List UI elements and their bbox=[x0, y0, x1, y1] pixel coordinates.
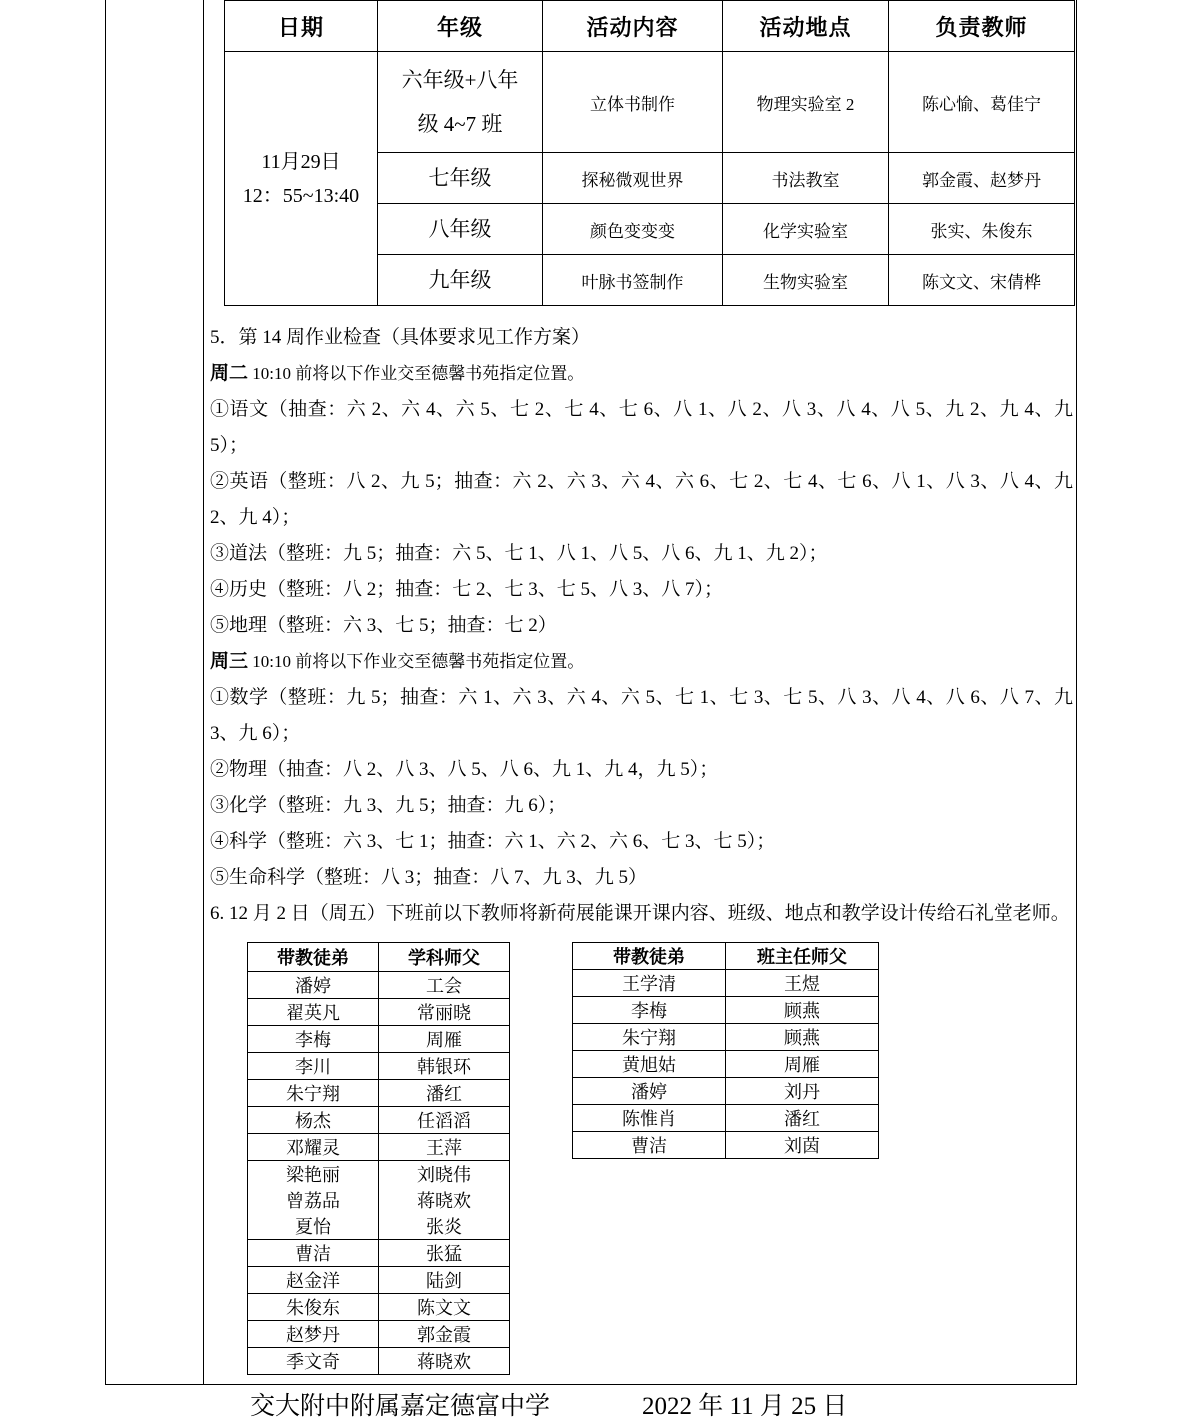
table-row bbox=[573, 1051, 879, 1078]
activity-schedule-table bbox=[224, 0, 1075, 306]
cell-teacher: 陈心愉、葛佳宁 bbox=[889, 52, 1075, 153]
document-footer bbox=[204, 1386, 1077, 1422]
cell-mentor: 顾燕 bbox=[726, 1024, 879, 1051]
cell-mentor: 潘红 bbox=[379, 1080, 510, 1107]
table-row bbox=[248, 1321, 510, 1348]
cell-mentor: 周雁 bbox=[379, 1026, 510, 1053]
cell-apprentice: 王学清 bbox=[573, 970, 726, 997]
cell-mentor: 周雁 bbox=[726, 1051, 879, 1078]
table-row bbox=[248, 1053, 510, 1080]
tuesday-text: 10:10 前将以下作业交至德馨书苑指定位置。 bbox=[248, 364, 585, 383]
cell-apprentice: 朱宁翔 bbox=[248, 1080, 379, 1107]
subject-mentor-table bbox=[247, 942, 510, 1375]
cell-activity: 探秘微观世界 bbox=[543, 153, 723, 204]
cell-mentor: 张炎 bbox=[379, 1213, 510, 1240]
cell-apprentice: 李川 bbox=[248, 1053, 379, 1080]
paragraph-item-5-title: 5．第 14 周作业检查（具体要求见工作方案） bbox=[210, 327, 591, 348]
grade-line-1: 六年级+八年 bbox=[401, 68, 519, 92]
cell-apprentice: 曹洁 bbox=[248, 1240, 379, 1267]
table-header-row bbox=[573, 943, 879, 970]
cell-teacher: 郭金霞、赵梦丹 bbox=[889, 153, 1075, 204]
cell-date-range bbox=[225, 52, 378, 306]
paragraph-wednesday-item-1: ①数学（整班：九 5；抽查：六 1、六 3、六 4、六 5、七 1、七 3、七 5、八 3、八 4、八 6、八 7、九 3、九 6）； bbox=[210, 687, 1073, 744]
cell-mentor: 顾燕 bbox=[726, 997, 879, 1024]
table-row bbox=[248, 1213, 510, 1240]
table-row bbox=[248, 1187, 510, 1213]
cell-place: 书法教室 bbox=[723, 153, 889, 204]
cell-mentor: 张猛 bbox=[379, 1240, 510, 1267]
cell-mentor: 蒋晓欢 bbox=[379, 1187, 510, 1213]
paragraph-wednesday-item-4: ④科学（整班：六 3、七 1；抽查：六 1、六 2、六 6、七 3、七 5）； bbox=[210, 831, 776, 852]
cell-apprentice: 朱宁翔 bbox=[573, 1024, 726, 1051]
cell-mentor: 刘丹 bbox=[726, 1078, 879, 1105]
cell-apprentice: 赵金洋 bbox=[248, 1267, 379, 1294]
cell-apprentice: 潘婷 bbox=[573, 1078, 726, 1105]
cell-apprentice: 潘婷 bbox=[248, 972, 379, 999]
document-content bbox=[204, 0, 1077, 1372]
cell-apprentice: 陈惟肖 bbox=[573, 1105, 726, 1132]
cell-apprentice: 夏怡 bbox=[248, 1213, 379, 1240]
cell-mentor: 王萍 bbox=[379, 1134, 510, 1161]
cell-teacher: 张实、朱俊东 bbox=[889, 204, 1075, 255]
cell-mentor: 郭金霞 bbox=[379, 1321, 510, 1348]
paragraph-tuesday-intro bbox=[204, 356, 1077, 392]
body-paragraphs bbox=[204, 320, 1077, 932]
table-row bbox=[248, 1134, 510, 1161]
cell-apprentice: 赵梦丹 bbox=[248, 1321, 379, 1348]
table-row bbox=[573, 970, 879, 997]
cell-mentor: 潘红 bbox=[726, 1105, 879, 1132]
cell-place: 生物实验室 bbox=[723, 255, 889, 306]
wednesday-text: 10:10 前将以下作业交至德馨书苑指定位置。 bbox=[248, 652, 585, 671]
table-row bbox=[248, 1294, 510, 1321]
paragraph-wednesday-intro bbox=[204, 644, 1077, 680]
paragraph-tuesday-item-1: ①语文（抽查：六 2、六 4、六 5、七 2、七 4、七 6、八 1、八 2、八 3、八 4、八 5、九 2、九 4、九 5）； bbox=[210, 399, 1073, 456]
paragraph-item-6: 6. 12 月 2 日（周五）下班前以下教师将新荷展能课开课内容、班级、地点和教学设计传给石礼堂老师。 bbox=[210, 903, 1070, 924]
cell-grade: 九年级 bbox=[378, 255, 543, 306]
table-header-row bbox=[248, 943, 510, 972]
col-header-date: 日期 bbox=[225, 1, 378, 52]
table-row bbox=[248, 1348, 510, 1375]
cell-mentor: 刘晓伟 bbox=[379, 1161, 510, 1188]
col-header-apprentice: 带教徒弟 bbox=[248, 943, 379, 972]
table-row bbox=[573, 1024, 879, 1051]
table-row bbox=[248, 999, 510, 1026]
col-header-grade: 年级 bbox=[378, 1, 543, 52]
col-header-teacher: 负责教师 bbox=[889, 1, 1075, 52]
paragraph-wednesday-item-3: ③化学（整班：九 3、九 5；抽查：九 6）； bbox=[210, 795, 567, 816]
cell-grade: 七年级 bbox=[378, 153, 543, 204]
cell-apprentice: 邓耀灵 bbox=[248, 1134, 379, 1161]
table-row bbox=[573, 1132, 879, 1159]
headteacher-mentor-table bbox=[572, 942, 879, 1159]
paragraph-wednesday-item-5: ⑤生命科学（整班：八 3；抽查：八 7、九 3、九 5） bbox=[210, 867, 648, 888]
col-header-subject-mentor: 学科师父 bbox=[379, 943, 510, 972]
cell-mentor: 工会 bbox=[379, 972, 510, 999]
cell-apprentice: 黄旭姑 bbox=[573, 1051, 726, 1078]
cell-apprentice: 曹洁 bbox=[573, 1132, 726, 1159]
cell-mentor: 陈文文 bbox=[379, 1294, 510, 1321]
paragraph-wednesday-item-2: ②物理（抽查：八 2、八 3、八 5、八 6、九 1、九 4，九 5）； bbox=[210, 759, 719, 780]
col-header-place: 活动地点 bbox=[723, 1, 889, 52]
table-row bbox=[573, 997, 879, 1024]
cell-mentor: 蒋晓欢 bbox=[379, 1348, 510, 1375]
table-row bbox=[248, 1240, 510, 1267]
paragraph-tuesday-item-2: ②英语（整班：八 2、九 5；抽查：六 2、六 3、六 4、六 6、七 2、七 4、七 6、八 1、八 3、八 4、九 2、九 4）； bbox=[210, 471, 1073, 528]
cell-mentor: 常丽晓 bbox=[379, 999, 510, 1026]
cell-grade bbox=[378, 52, 543, 153]
col-header-apprentice: 带教徒弟 bbox=[573, 943, 726, 970]
table-row bbox=[573, 1105, 879, 1132]
paragraph-tuesday-item-5: ⑤地理（整班：六 3、七 5；抽查：七 2） bbox=[210, 615, 557, 636]
date-line-1: 11月29日 bbox=[261, 150, 341, 173]
cell-mentor: 陆剑 bbox=[379, 1267, 510, 1294]
col-header-activity: 活动内容 bbox=[543, 1, 723, 52]
footer-date: 2022 年 11 月 25 日 bbox=[642, 1393, 848, 1420]
cell-grade: 八年级 bbox=[378, 204, 543, 255]
table-row bbox=[248, 1026, 510, 1053]
cell-apprentice: 朱俊东 bbox=[248, 1294, 379, 1321]
grade-line-2: 级 4~7 班 bbox=[417, 112, 503, 136]
table-row bbox=[225, 52, 1075, 153]
wednesday-label: 周三 bbox=[210, 651, 249, 672]
table-row bbox=[248, 1161, 510, 1188]
table-header-row bbox=[225, 1, 1075, 52]
cell-apprentice: 杨杰 bbox=[248, 1107, 379, 1134]
cell-apprentice: 季文奇 bbox=[248, 1348, 379, 1375]
cell-place: 物理实验室 2 bbox=[723, 52, 889, 153]
cell-apprentice: 曾荔品 bbox=[248, 1187, 379, 1213]
paragraph-tuesday-item-3: ③道法（整班：九 5；抽查：六 5、七 1、八 1、八 5、八 6、九 1、九 2）； bbox=[210, 543, 828, 564]
cell-apprentice: 梁艳丽 bbox=[248, 1161, 379, 1188]
cell-apprentice: 李梅 bbox=[573, 997, 726, 1024]
cell-activity: 立体书制作 bbox=[543, 52, 723, 153]
paragraph-tuesday-item-4: ④历史（整班：八 2；抽查：七 2、七 3、七 5、八 3、八 7）； bbox=[210, 579, 724, 600]
cell-mentor: 王煜 bbox=[726, 970, 879, 997]
mentor-tables-area bbox=[204, 942, 1077, 1372]
footer-school-name: 交大附中附属嘉定德富中学 bbox=[250, 1393, 551, 1420]
cell-apprentice: 李梅 bbox=[248, 1026, 379, 1053]
tuesday-label: 周二 bbox=[210, 363, 249, 384]
table-row bbox=[248, 972, 510, 999]
cell-mentor: 任滔滔 bbox=[379, 1107, 510, 1134]
cell-mentor: 韩银环 bbox=[379, 1053, 510, 1080]
cell-place: 化学实验室 bbox=[723, 204, 889, 255]
col-header-headteacher-mentor: 班主任师父 bbox=[726, 943, 879, 970]
cell-mentor: 刘茵 bbox=[726, 1132, 879, 1159]
table-row bbox=[573, 1078, 879, 1105]
table-row bbox=[248, 1267, 510, 1294]
table-row bbox=[248, 1107, 510, 1134]
table-row bbox=[248, 1080, 510, 1107]
cell-activity: 叶脉书签制作 bbox=[543, 255, 723, 306]
cell-teacher: 陈文文、宋倩桦 bbox=[889, 255, 1075, 306]
cell-activity: 颜色变变变 bbox=[543, 204, 723, 255]
cell-apprentice: 翟英凡 bbox=[248, 999, 379, 1026]
date-line-2: 12：55~13:40 bbox=[242, 184, 360, 207]
